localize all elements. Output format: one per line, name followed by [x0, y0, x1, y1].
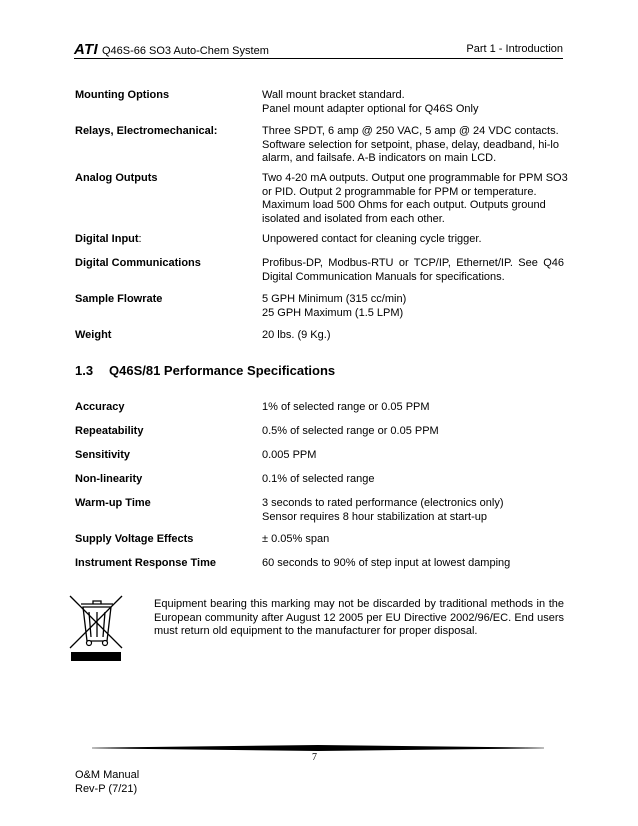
spec-value	[262, 172, 568, 226]
spec-label: Supply Voltage Effects	[75, 533, 194, 545]
spec-label: Analog Outputs	[75, 172, 158, 184]
spec-value-line: 1% of selected range or 0.05 PPM	[262, 401, 430, 413]
spec-label: Warm-up Time	[75, 497, 151, 509]
spec-value	[262, 125, 564, 166]
spec-value	[262, 449, 564, 463]
crossed-out-wheelie-bin-icon	[68, 594, 124, 662]
spec-value-line: Unpowered contact for cleaning cycle trigger.	[262, 233, 482, 245]
spec-value-line: 0.1% of selected range	[262, 473, 375, 485]
spec-label: Weight	[75, 329, 112, 341]
spec-value-line: 25 GPH Maximum (1.5 LPM)	[262, 306, 404, 319]
spec-label: Accuracy	[75, 401, 125, 413]
part-label: Part 1 - Introduction	[466, 43, 563, 55]
spec-label-suffix: :	[138, 233, 142, 245]
spec-value-line: isolated and isolated from each other.	[262, 212, 445, 225]
spec-value-line: ± 0.05% span	[262, 533, 330, 545]
spec-value-line: Software selection for setpoint, phase, delay, deadband, hi-lo	[262, 138, 559, 151]
spec-label-text: Digital Input	[75, 233, 139, 245]
weee-disposal-notice	[154, 598, 564, 639]
page-number: 7	[312, 752, 317, 763]
spec-value	[262, 233, 564, 247]
spec-value-line: 3 seconds to rated performance (electronics only)	[262, 497, 504, 509]
page-header	[74, 41, 563, 57]
section-title: Q46S/81 Performance Specifications	[109, 363, 336, 378]
spec-value-line: Profibus-DP, Modbus-RTU or TCP/IP, Ethernet/IP. See Q46	[262, 257, 564, 269]
spec-value	[262, 257, 564, 284]
spec-value-line: alarm, and failsafe. A-B indicators on main LCD.	[262, 152, 497, 165]
spec-label: Sensitivity	[75, 449, 131, 461]
spec-value	[262, 497, 564, 524]
spec-value	[262, 473, 564, 487]
spec-label: Digital Communications	[75, 257, 201, 269]
manual-label: O&M Manual	[75, 769, 140, 781]
spec-value-line: Panel mount adapter optional for Q46S Only	[262, 102, 479, 115]
notice-line: must return old equipment to the manufacturer for proper disposal.	[154, 625, 478, 638]
spec-value-line: Sensor requires 8 hour stabilization at start-up	[262, 510, 488, 523]
spec-label: Non-linearity	[75, 473, 143, 485]
brand-logo-text: ATI	[74, 41, 98, 58]
footer-rule	[92, 745, 544, 751]
spec-value-line: 5 GPH Minimum (315 cc/min)	[262, 293, 407, 305]
header-rule	[74, 58, 563, 59]
spec-value	[262, 401, 564, 415]
spec-value	[262, 557, 564, 571]
spec-value-line: 0.005 PPM	[262, 449, 317, 461]
spec-value-line: 20 lbs. (9 Kg.)	[262, 329, 331, 341]
spec-value-line: or PID. Output 2 programmable for PPM or temperature.	[262, 185, 537, 198]
notice-line: European community after August 12 2005 per EU Directive 2002/96/EC. End users	[154, 611, 564, 624]
revision-label: Rev-P (7/21)	[75, 783, 138, 795]
spec-value	[262, 425, 564, 439]
spec-value-line: 60 seconds to 90% of step input at lowest damping	[262, 557, 511, 569]
spec-value-line: Wall mount bracket standard.	[262, 89, 405, 101]
spec-value	[262, 329, 564, 343]
notice-line: Equipment bearing this marking may not be discarded by traditional methods in the	[154, 598, 564, 610]
spec-value	[262, 89, 564, 116]
page-footer	[75, 768, 139, 796]
spec-value-line: Digital Communication Manuals for specifications.	[262, 270, 505, 283]
spec-label: Relays, Electromechanical:	[75, 125, 218, 137]
spec-label: Instrument Response Time	[75, 557, 216, 569]
spec-label: Mounting Options	[75, 89, 170, 101]
section-heading	[75, 363, 335, 378]
spec-label	[75, 233, 142, 247]
spec-value-line: 0.5% of selected range or 0.05 PPM	[262, 425, 439, 437]
document-title: Q46S-66 SO3 Auto-Chem System	[101, 45, 269, 57]
spec-label: Repeatability	[75, 425, 144, 437]
spec-value	[262, 293, 564, 320]
spec-value-line: Three SPDT, 6 amp @ 250 VAC, 5 amp @ 24 VDC contacts.	[262, 125, 559, 137]
spec-value	[262, 533, 564, 547]
section-number: 1.3	[75, 363, 94, 378]
spec-label: Sample Flowrate	[75, 293, 163, 305]
spec-value-line: Maximum load 500 Ohms for each output. Outputs ground	[262, 199, 546, 212]
spec-value-line: Two 4-20 mA outputs. Output one programmable for PPM SO3	[262, 172, 568, 184]
